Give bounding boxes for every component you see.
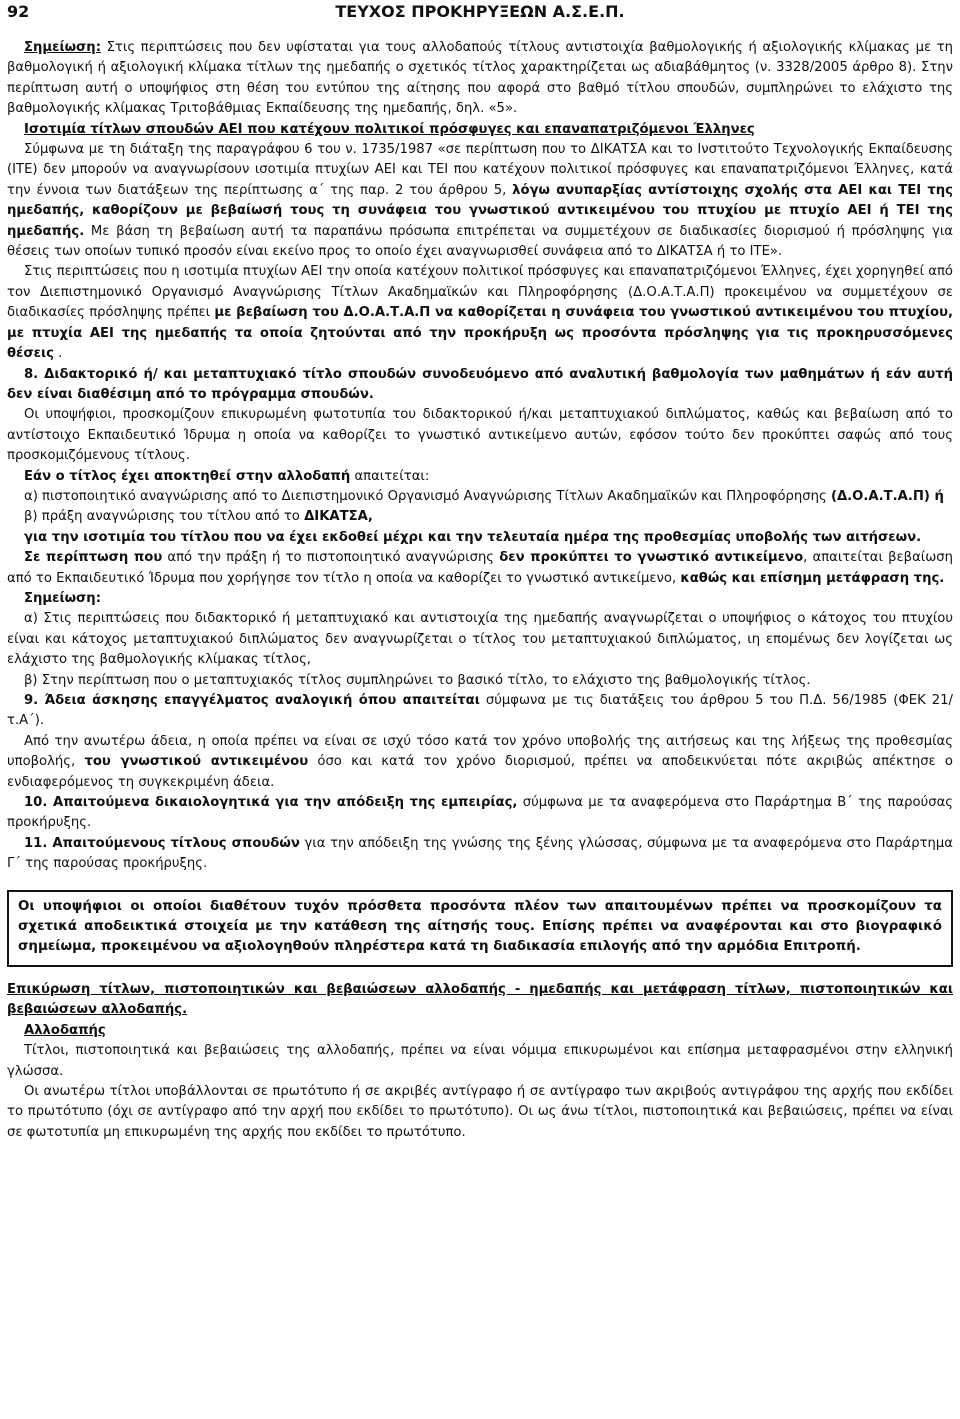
journal-title: ΤΕΥΧΟΣ ΠΡΟΚΗΡΥΞΕΩΝ Α.Σ.Ε.Π.	[335, 2, 625, 21]
refugees-heading: Ισοτιμία τίτλων σπουδών ΑΕΙ που κατέχουν πολιτικοί πρόσφυγες και επαναπατριζόμενοι Έλληνες	[24, 121, 755, 137]
item-a: α) πιστοποιητικό αναγνώρισης από το Διεπιστημονικό Οργανισμό Αναγνώρισης Τίτλων Ακαδημαϊκών και Πληροφόρησης (Δ.Ο.Α.Τ.Α.Π) ή	[24, 488, 944, 504]
section-11-paragraph: 11. Απαιτούμενους τίτλους σπουδών για την απόδειξη της γνώσης της ξένης γλώσσας, σύμφωνα με τα αναφερόμενα στο Παράρτημα Γ΄ της παρούσας προκήρυξης.	[7, 835, 953, 872]
refugees-paragraph: Σύμφωνα με τη διάταξη της παραγράφου 6 του ν. 1735/1987 «σε περίπτωση που το ΔΙΚΑΤΣΑ και το Ινστιτούτο Τεχνολογικής Εκπαίδευσης (ΙΤΕ) δεν μπορούν να αναγνωρίσουν ισοτιμία πτυχίων ΑΕΙ και ΤΕΙ που κατέχουν πολιτικοί πρόσφυγες και επαναπατριζόμενοι Έλληνες, κατά την έννοια των διατάξεων της περίπτωσης α΄ της παρ. 2 του άρθρου 5, λόγω ανυπαρξίας αντίστοιχης σχολής στα ΑΕΙ και ΤΕΙ της ημεδαπής, καθορίζουν με βεβαίωσή τους τη συνάφεια του γνωστικού αντικειμένου του πτυχίου με πτυχίο ΑΕΙ ή ΤΕΙ της ημεδαπής. Με βάση τη βεβαίωση αυτή τα παραπάνω πρόσωπα επιτρέπεται να συμμετέχουν σε διαδικασίες διορισμού ή πρόσληψης για θέσεις των οποίων τυπικό προσόν είναι εκείνο προς το οποίο έχει αναγνωρισθεί συνάφεια από το ΔΙΚΑΤΣΑ ή το ΙΤΕ».	[7, 142, 953, 260]
note-a: α) Στις περιπτώσεις που διδακτορικό ή μεταπτυχιακό και αντιστοιχία της ημεδαπής αναγνωρίζεται ο υποψήφιος ο κάτοχος του πτυχίου είναι και κάτοχος μεταπτυχιακού διπλώματος δεν αναγνωρίζεται ο τίτλος του μεταπτυχιακού διπλώματος, ιη επομένως δεν λογίζεται ως ελάχιστο της βαθμολογικής κλίμακας τίτλος,	[7, 611, 953, 668]
boxed-notice: Οι υποψήφιοι οι οποίοι διαθέτουν τυχόν πρόσθετα προσόντα πλέον των απαιτουμένων πρέπει να προσκομίζουν τα σχετικά αποδεικτικά στοιχεία με την κατάθεση της αίτησής τους. Επίσης πρέπει να αναφέρονται και στο βιογραφικό σημείωμα, προκειμένου να αξιολογηθούν πληρέστερα κατά τη διαδικασία επιλογής από την αρμόδια Επιτροπή.	[7, 890, 953, 967]
section-10-paragraph: 10. Απαιτούμενα δικαιολογητικά για την απόδειξη της εμπειρίας, σύμφωνα με τα αναφερόμενα στο Παράρτημα Β΄ της παρούσας προκήρυξης.	[7, 795, 953, 831]
page-header	[7, 2, 953, 28]
certification-heading: Επικύρωση τίτλων, πιστοποιητικών και βεβαιώσεων αλλοδαπής - ημεδαπής και μετάφραση τίτλων, πιστοποιητικών και βεβαιώσεων αλλοδαπής.	[7, 981, 953, 1018]
section-9-paragraph-2: Από την ανωτέρω άδεια, η οποία πρέπει να είναι σε ισχύ τόσο κατά τον χρόνο υποβολής της αιτήσεως και της λήξεως της προθεσμίας υποβολής, του γνωστικού αντικειμένου όσο και κατά τον χρόνο διορισμού, πρέπει να αποδεικνύεται πότε ακριβώς απέκτησε ο ενδιαφερόμενος τη συγκεκριμένη άδεια.	[7, 733, 953, 790]
certification-paragraph-2: Οι ανωτέρω τίτλοι υποβάλλονται σε πρωτότυπο ή σε ακριβές αντίγραφο ή σε αντίγραφο των ακριβούς αντιγράφου της αρχής που εκδίδει το πρωτότυπο (όχι σε αντίγραφο από την αρχή που εκδίδει το πρωτότυπο). Οι ως άνω τίτλοι, πιστοποιητικά και βεβαιώσεις, πρέπει να είναι σε φωτοτυπία μη επικυρωμένη της αρχής που εκδίδει το πρωτότυπο.	[7, 1083, 953, 1140]
section-8-title: 8. Διδακτορικό ή/ και μεταπτυχιακό τίτλο σπουδών συνοδευόμενο από αναλυτική βαθμολογία των μαθημάτων ή εάν αυτή δεν είναι διαθέσιμη από το πρόγραμμα σπουδών.	[7, 366, 953, 402]
certification-paragraph-1: Τίτλοι, πιστοποιητικά και βεβαιώσεις της αλλοδαπής, πρέπει να είναι νόμιμα επικυρωμένοι και επίσημα μεταφρασμένοι στην ελληνική γλώσσα.	[7, 1043, 953, 1079]
refugees-paragraph-2: Στις περιπτώσεις που η ισοτιμία πτυχίων ΑΕΙ την οποία κατέχουν πολιτικοί πρόσφυγες και επαναπατριζόμενοι Έλληνες, έχει χορηγηθεί από τον Διεπιστημονικό Οργανισμό Αναγνώρισης Τίτλων Ακαδημαϊκών και Πληροφόρησης (Δ.Ο.Α.Τ.Α.Π) προκειμένου να συμμετέχουν σε διαδικασίες πρόσληψης πρέπει με βεβαίωση του Δ.Ο.Α.Τ.Α.Π να καθορίζεται η συνάφεια του γνωστικού αντικειμένου του πτυχίου, με πτυχία ΑΕΙ της ημεδαπής τα οποία ζητούνται από την προκήρυξη ως προσόντα πρόσληψης για τις προκηρυσσόμενες θέσεις .	[7, 264, 953, 362]
notes-label: Σημείωση:	[24, 590, 101, 606]
equivalence-deadline: για την ισοτιμία του τίτλου που να έχει εκδοθεί μέχρι και την τελευταία ημέρα της προθεσμίας υποβολής των αιτήσεων.	[24, 529, 922, 545]
subject-case-paragraph: Σε περίπτωση που από την πράξη ή το πιστοποιητικό αναγνώρισης δεν προκύπτει το γνωστικό αντικείμενο, απαιτείται βεβαίωση από το Εκπαιδευτικό Ίδρυμα που χορήγησε τον τίτλο η οποία να καθορίζει το γνωστικό αντικείμενο, καθώς και επίσημη μετάφραση της.	[7, 550, 953, 586]
note-label: Σημείωση:	[24, 40, 101, 55]
document-page	[7, 0, 954, 1140]
page-number: 92	[7, 2, 30, 21]
note-paragraph	[7, 38, 953, 120]
section-8-paragraph: Οι υποψήφιοι, προσκομίζουν επικυρωμένη φωτοτυπία του διδακτορικού ή/και μεταπτυχιακού διπλώματος, καθώς και βεβαίωση από το αντίστοιχο Εκπαιδευτικό Ίδρυμα η οποία να καθορίζει το γνωστικό αντικείμενο αυτών, εφόσον τούτο δεν προκύπτει σαφώς από τους προσκομιζόμενους τίτλους.	[7, 407, 953, 464]
note-text: Στις περιπτώσεις που δεν υφίσταται για τους αλλοδαπούς τίτλους αντιστοιχία βαθμολογικής ή αξιολογικής κλίμακας με τη βαθμολογική ή αξιολογική κλίμακα τίτλων της ημεδαπής ο σχετικός τίτλος χαρακτηρίζεται ως αδιαβάθμητος (ν. 3328/2005 άρθρο 8). Στην περίπτωση αυτή ο υποψήφιος στη θέση του εντύπου της αίτησης που αφορά στο βαθμό τίτλου σπουδών, συμπληρώνει το ελάχιστο της βαθμολογικής κλίμακας Τριτοβάθμιας Εκπαίδευσης της ημεδαπής, δηλ. «5».	[7, 40, 953, 117]
section-9-paragraph: 9. Άδεια άσκησης επαγγέλματος αναλογική όπου απαιτείται σύμφωνα με τις διατάξεις του άρθρου 5 του Π.Δ. 56/1985 (ΦΕΚ 21/τ.Α΄).	[7, 693, 954, 729]
document-body	[7, 38, 953, 1143]
note-b: β) Στην περίπτωση που ο μεταπτυχιακός τίτλος συμπληρώνει το βασικό τίτλο, το ελάχιστο της βαθμολογικής τίτλος.	[24, 672, 811, 688]
item-b: β) πράξη αναγνώρισης του τίτλου από το ΔΙΚΑΤΣΑ,	[24, 509, 373, 525]
foreign-label: Αλλοδαπής	[24, 1022, 106, 1038]
foreign-title-requirement: Εάν ο τίτλος έχει αποκτηθεί στην αλλοδαπή απαιτείται:	[24, 468, 430, 484]
